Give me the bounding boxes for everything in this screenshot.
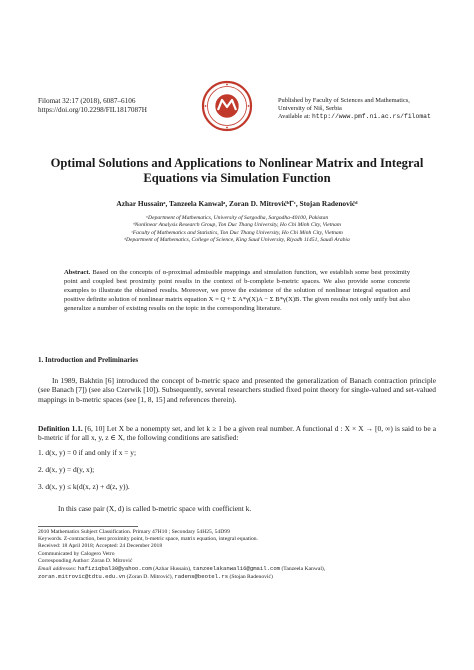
received-dates: Received: 18 April 2018; Accepted: 24 December 2018	[38, 543, 163, 550]
author-list: Azhar Hussainᵃ, Tanzeela Kanwalᵃ, Zoran D. MitrovićᵇⲄᶜ, Stojan Radenovićᵈ	[116, 199, 358, 208]
abstract	[64, 269, 410, 314]
publisher-info	[278, 97, 448, 122]
abstract-label: Abstract.	[64, 269, 91, 276]
affiliation-b: ᵇNonlinear Analysis Research Group, Ton Duc Thang University, Ho Chi Minh City, Vietnam	[133, 222, 341, 229]
affiliation-a: ᵃDepartment of Mathematics, University of Sargodha, Sargodha-40100, Pakistan	[145, 215, 329, 221]
condition-1: 1. d(x, y) = 0 if and only if x = y;	[38, 448, 137, 457]
journal-header	[38, 97, 147, 115]
footnote-divider	[38, 526, 138, 527]
university-seal-icon	[201, 80, 253, 132]
doi-link[interactable]: https://doi.org/10.2298/FIL1817087H	[38, 106, 147, 114]
journal-url-link[interactable]: http://www.pmf.ni.ac.rs/filomat	[311, 113, 431, 121]
availability	[278, 113, 448, 121]
condition-3: 3. d(x, y) ≤ k(d(x, z) + d(z, y)).	[38, 482, 130, 491]
affiliations	[30, 215, 444, 245]
section-heading: 1. Introduction and Preliminaries	[38, 356, 139, 364]
email-addresses-cont	[38, 573, 438, 581]
email-link-4[interactable]: radens@beotel.rs	[174, 573, 229, 581]
definition-label: Definition 1.1.	[38, 424, 83, 433]
email-link-2[interactable]: tanzeelakanwal16@gmail.com	[192, 565, 281, 573]
communicated-by: Communicated by Calogero Vetro	[38, 550, 115, 557]
definition-text: [6, 10] Let X be a nonempty set, and let k ≥ 1 be a given real number. A functional d : X × X → [0, ∞) is said to be a b-metric if for all x, y, z ∈ X, the following conditions are satisfied:	[38, 424, 436, 443]
affiliation-c: ᶜFaculty of Mathematics and Statistics, Ton Duc Thang University, Ho Chi Minh City, Vietnam	[131, 229, 343, 236]
msc-classification: 2010 Mathematics Subject Classification. Primary 47H10 ; Secondary 54H25, 54D99	[38, 529, 230, 535]
email-addresses	[38, 565, 438, 573]
keywords: Keywords. Z-contraction, best proximity point, b-metric space, matrix equation, integral equation.	[38, 536, 258, 543]
email-link-3[interactable]: zoran.mitrovic@tdtu.edu.vn	[38, 573, 126, 581]
paper-title	[30, 156, 444, 186]
intro-paragraph: In 1989, Bakhtin [6] introduced the concept of b-metric space and presented the generalization of Banach contraction principle (see Banach [7]) (see also Czerwik [10]). Subsequently, several researchers studied fixed point theory for single-valued and set-valued mappings in b-metric spaces (see [1, 8, 15] and references therein).	[38, 376, 436, 404]
abstract-text-1: Based on the concepts of α-proximal admissible mappings and simulation function, we establish some best proximity point and coupled best proximity point results in the context of b-complete b-metric spaces. We also provide some concrete examples to illustrate the obtained results. Moreover, we prove the existence of the solution of nonlinear integral equation and positive definite solution of nonlinear matrix equation X = Q + Σ A*γ(X)A − Σ B*γ(X)B	[64, 269, 410, 303]
condition-2: 2. d(x, y) = d(y, x);	[38, 465, 95, 474]
title-line-2: Equations via Simulation Function	[143, 171, 331, 185]
corresponding-author: Corresponding Author: Zoran D. Mitrović	[38, 557, 133, 564]
affiliation-d: ᵈDepartment of Mathematics, College of Science, King Saud University, Riyadh 11451, Saudi Arabia	[124, 237, 350, 244]
available-label: Available at:	[278, 113, 312, 121]
abstract-text-2: . The given results not only unify but also generalize a number of existing results on the topic in the corresponding literature.	[64, 295, 410, 312]
publisher-line: Published by Faculty of Sciences and Mathematics,	[278, 97, 410, 104]
email-owner-2: (Tanzeela Kanwal),	[280, 566, 326, 573]
journal-citation: Filomat 32:17 (2018), 6087–6106	[38, 97, 136, 105]
email-owner-4: (Stojan Radenović)	[228, 574, 273, 581]
definition-block	[38, 424, 436, 443]
email-link-1[interactable]: hafiziqbal30@yahoo.com	[77, 565, 152, 573]
email-label: Email addresses:	[38, 566, 78, 573]
email-owner-1: (Azhar Hussain),	[151, 566, 193, 573]
title-line-1: Optimal Solutions and Applications to Nonlinear Matrix and Integral	[50, 156, 424, 170]
publisher-location: University of Niš, Serbia	[278, 105, 342, 113]
definition-note: In this case pair (X, d) is called b-metric space with coefficient k.	[58, 504, 252, 513]
footnotes	[38, 529, 438, 581]
email-owner-3: (Zoran D. Mitrović),	[125, 574, 175, 581]
